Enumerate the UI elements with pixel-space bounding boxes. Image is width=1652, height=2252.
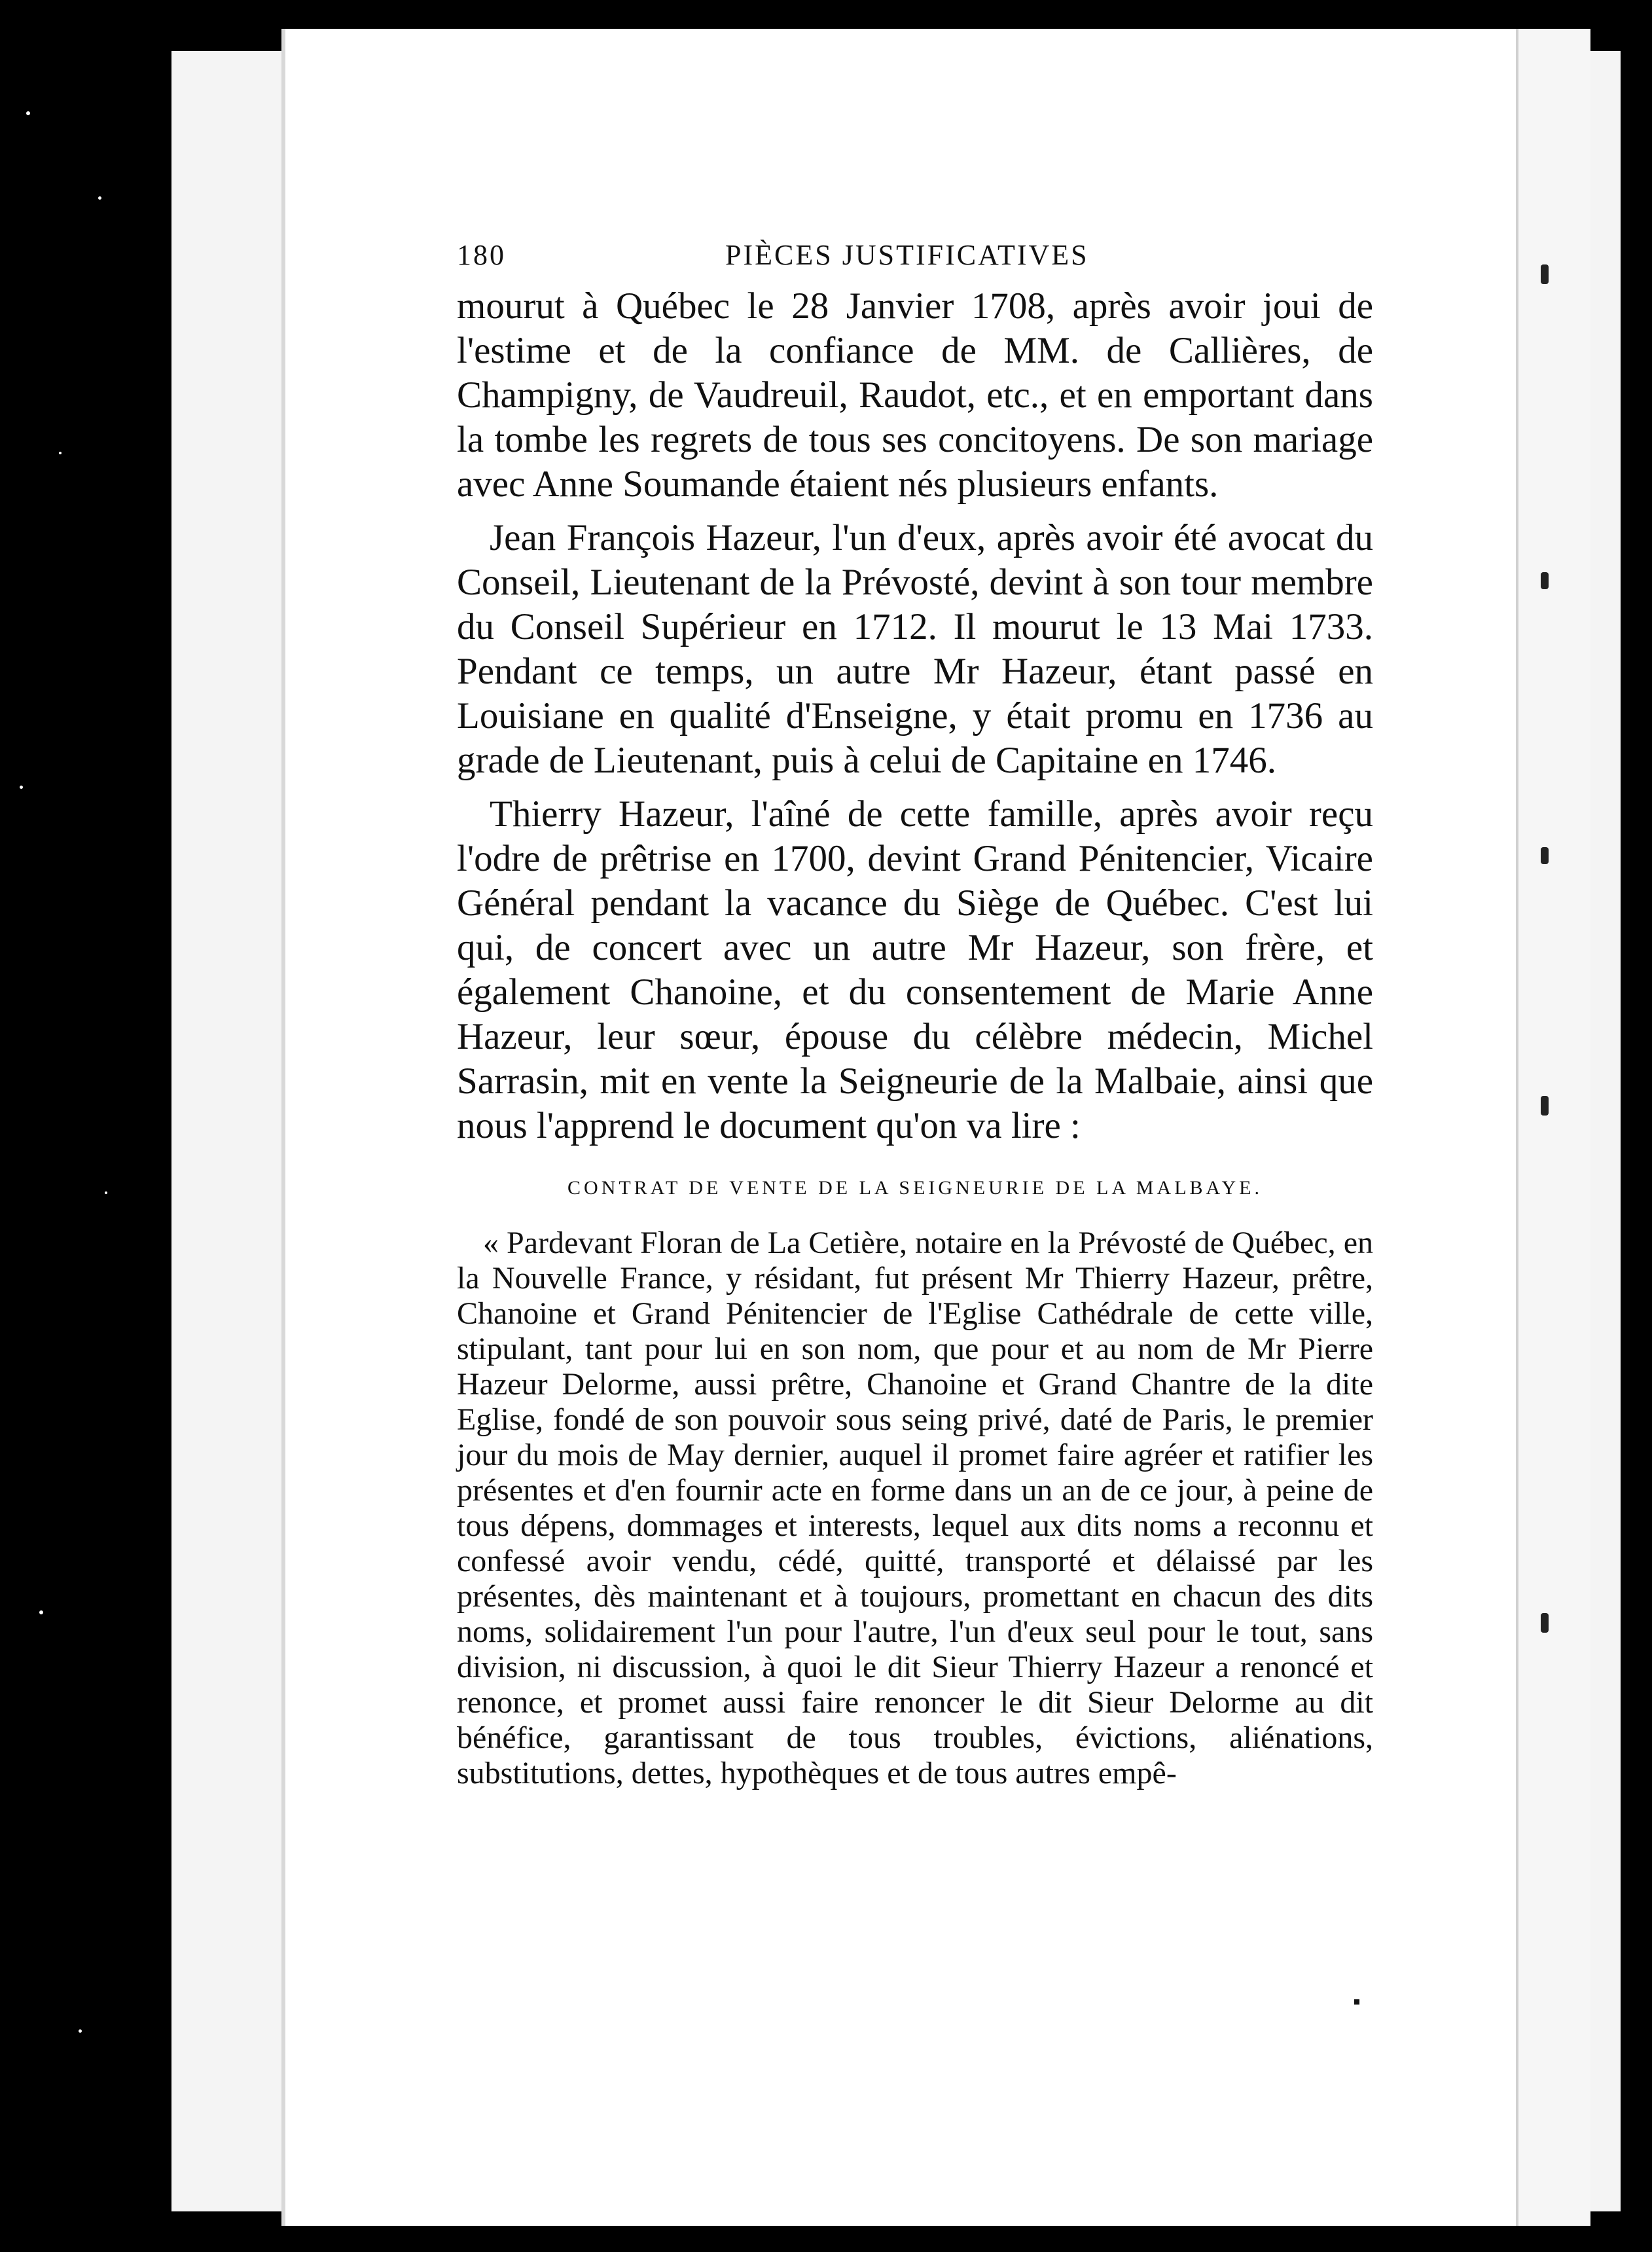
edge-mark: [1541, 572, 1549, 589]
edge-mark: [1541, 1096, 1549, 1116]
ink-speck: [1354, 1999, 1359, 2005]
edge-mark: [1541, 1613, 1549, 1633]
edge-mark: [1541, 264, 1549, 284]
running-head-title: PIÈCES JUSTIFICATIVES: [725, 239, 1089, 271]
scan-speck: [98, 196, 101, 200]
body-paragraph-2: Jean François Hazeur, l'un d'eux, après avoir été avocat du Conseil, Lieutenant de la Prévosté, devint à son tour membre du Conseil Supérieur en 1712. Il mourut le 13 Mai 1733. Pendant ce temps, un autre Mr Hazeur, étant passé en Louisiane en qualité d'Enseigne, y était promu en 1736 au grade de Lieutenant, puis à celui de Capitaine en 1746.: [457, 517, 1373, 781]
scan-speck: [26, 111, 30, 115]
body-paragraph-3: Thierry Hazeur, l'aîné de cette famille, après avoir reçu l'odre de prêtrise en 1700, devint Grand Pénitencier, Vicaire Général pendant la vacance du Siège de Québec. C'est lui qui, de concert avec un autre Mr Hazeur, son frère, et également Chanoine, et du consentement de Marie Anne Hazeur, leur sœur, épouse du célèbre médecin, Michel Sarrasin, mit en vente la Seigneurie de la Malbaie, ainsi que nous l'apprend le document qu'on va lire :: [457, 793, 1373, 1146]
contract-title: CONTRAT DE VENTE DE LA SEIGNEURIE DE LA MALBAYE.: [567, 1177, 1263, 1199]
text-block: [457, 238, 1373, 1791]
scan-speck: [59, 452, 62, 454]
scan-speck: [105, 1191, 107, 1194]
page-number: 180: [457, 239, 506, 271]
body-paragraph-1: mourut à Québec le 28 Janvier 1708, après avoir joui de l'estime et de la confiance de MM. de Callières, de Champigny, de Vaudreuil, Raudot, etc., et en emportant dans la tombe les regrets de tous ses concitoyens. De son mariage avec Anne Soumande étaient nés plusieurs enfants.: [457, 285, 1373, 505]
page-fold-edge: [1516, 29, 1590, 2226]
edge-mark: [1541, 847, 1549, 864]
running-head: [457, 238, 1373, 284]
scan-speck: [20, 786, 23, 789]
contract-text: « Pardevant Floran de La Cetière, notaire en la Prévosté de Québec, en la Nouvelle France, y résidant, fut présent Mr Thierry Hazeur, prêtre, Chanoine et Grand Pénitencier de l'Eglise Cathédrale de cette ville, stipulant, tant pour lui en son nom, que pour et au nom de Mr Pierre Hazeur Delorme, aussi prêtre, Chanoine et Grand Chantre de la dite Eglise, fondé de son pouvoir sous seing privé, daté de Paris, le premier jour du mois de May dernier, auquel il promet faire agréer et ratifier les présentes et d'en fournir acte en forme dans un an de ce jour, à peine de tous dépens, dommages et interests, lequel aux dits noms a reconnu et confessé avoir vendu, cédé, quitté, transporté et délaissé par les présentes, dès maintenant et à toujours, promettant en chacun des dits noms, solidairement l'un pour l'autre, l'un d'eux seul pour le tout, sans division, ni discussion, à quoi le dit Sieur Thierry Hazeur a renoncé et renonce, et promet aussi faire renoncer le dit Sieur Delorme au dit bénéfice, garantissant de tous troubles, évictions, aliénations, substitutions, dettes, hypothèques et de tous autres empê-: [457, 1226, 1373, 1790]
scan-speck: [39, 1610, 43, 1614]
book-page: [285, 29, 1590, 2226]
scan-speck: [79, 2029, 82, 2033]
